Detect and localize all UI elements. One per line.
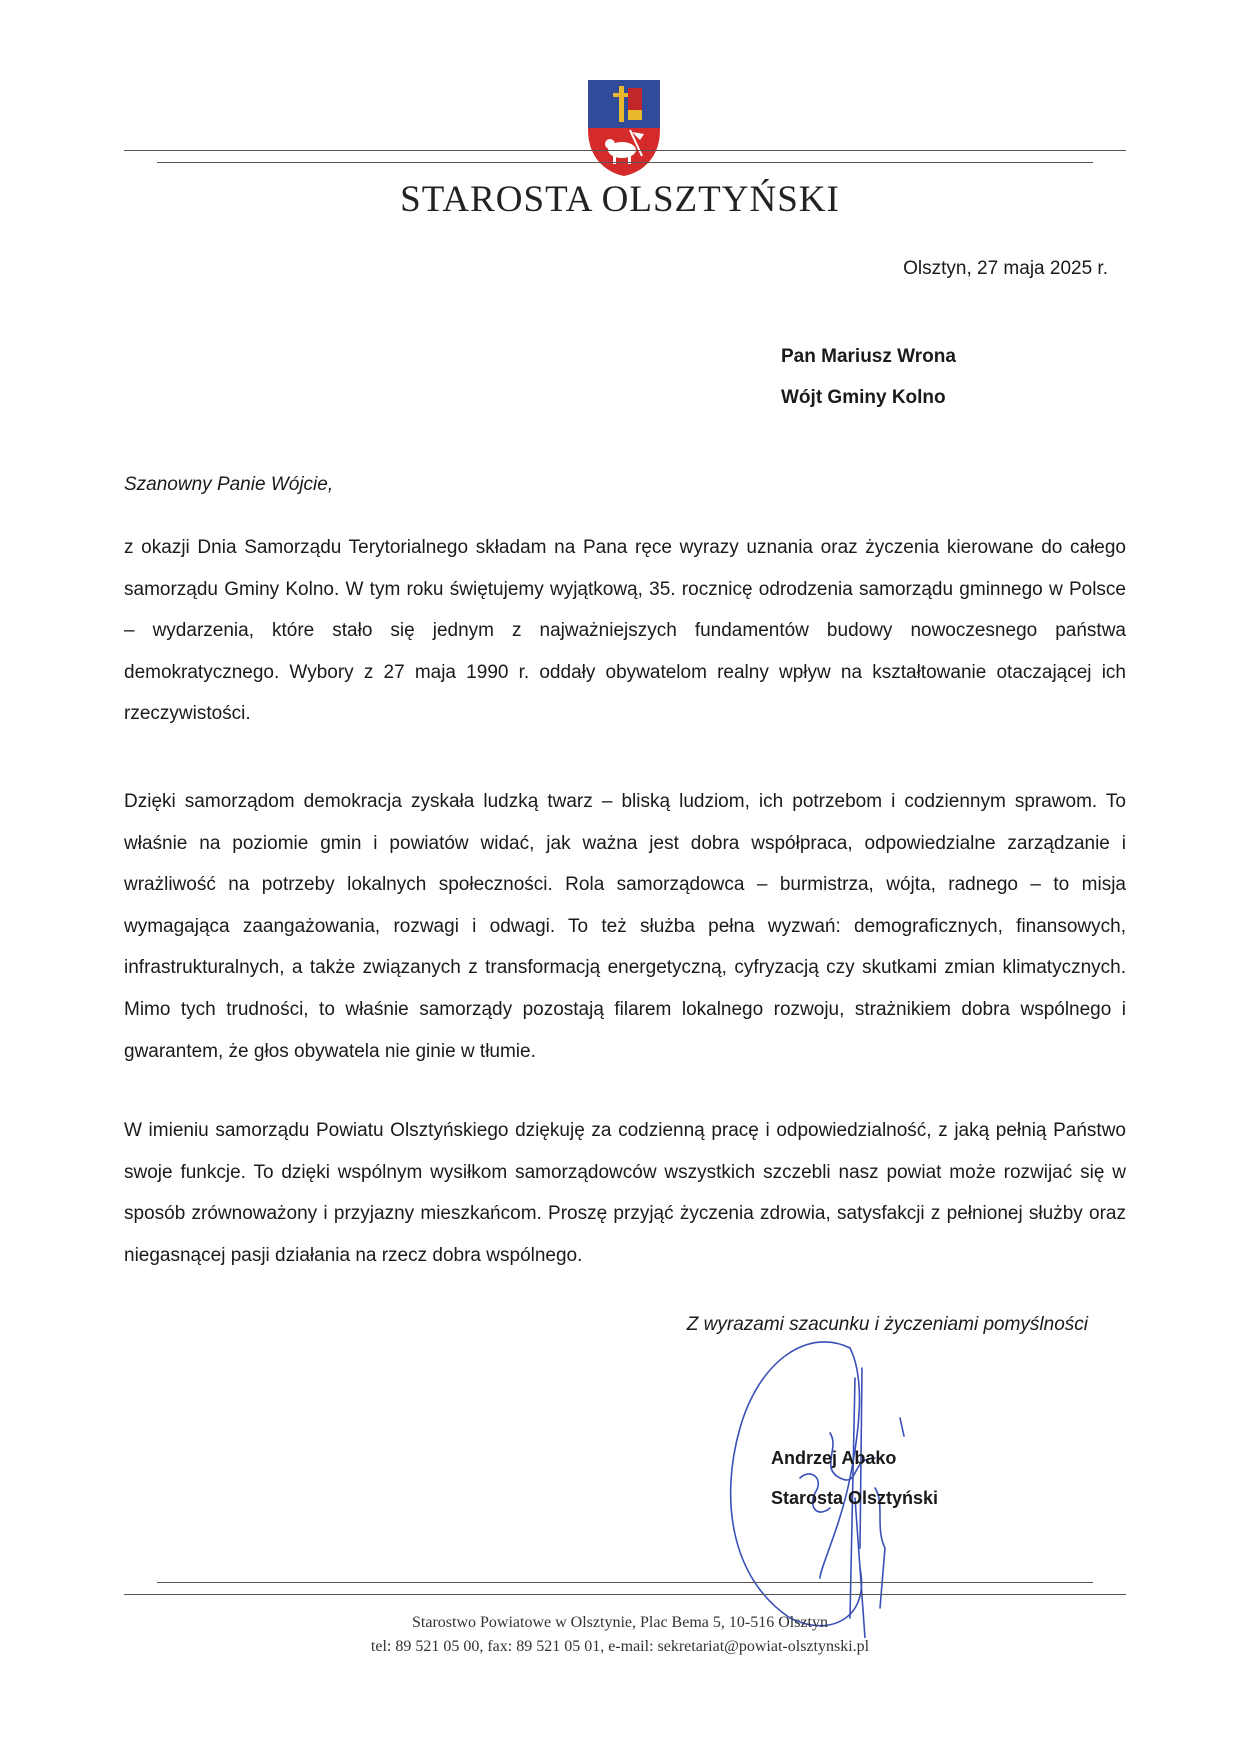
- recipient-title: Wójt Gminy Kolno: [781, 387, 946, 408]
- salutation: Szanowny Panie Wójcie,: [124, 474, 334, 495]
- coat-of-arms-icon: [586, 78, 662, 178]
- handwritten-signature-icon: [700, 1318, 960, 1638]
- header-title: STAROSTA OLSZTYŃSKI: [400, 179, 840, 220]
- paragraph-1: z okazji Dnia Samorządu Terytorialnego składam na Pana ręce wyrazy uznania oraz życzenia kierowane do całego samorządu Gminy Kolno. W tym roku świętujemy wyjątkową, 35. rocznicę odrodzenia samorządu gminnego w Polsce – wydarzenia, które stało się jednym z najważniejszych fundamentów budowy nowoczesnego państwa demokratycznego. Wybory z 27 maja 1990 r. oddały obywatelom realny wpływ na kształtowanie otaczającej ich rzeczywistości.: [124, 537, 1126, 725]
- footer-line-bottom: [124, 1594, 1126, 1595]
- paragraph-3: W imieniu samorządu Powiatu Olsztyńskiego dziękuję za codzienną pracę i odpowiedzialność, z jaką pełnią Państwo swoje funkcje. To dzięki wspólnym wysiłkom samorządowców wszystkich szczebli nasz powiat może rozwijać się w sposób zrównoważony i przyjazny mieszkańcom. Proszę przyjąć życzenia zdrowia, satysfakcji z pełnionej służby oraz niegasnącej pasji działania na rzecz dobra wspólnego.: [124, 1120, 1126, 1266]
- footer-line-top: [157, 1582, 1093, 1583]
- footer-contact: tel: 89 521 05 00, fax: 89 521 05 01, e-mail: sekretariat@powiat-olsztynski.pl: [370, 1638, 870, 1655]
- paragraph-2: Dzięki samorządom demokracja zyskała ludzką twarz – bliską ludziom, ich potrzebom i codziennym sprawom. To właśnie na poziomie gmin i powiatów widać, jak ważna jest dobra współpraca, odpowiedzialne zarządzanie i wrażliwość na potrzeby lokalnych społeczności. Rola samorządowca – burmistrza, wójta, radnego – to misja wymagająca zaangażowania, rozwagi i odwagi. To też służba pełna wyzwań: demograficznych, finansowych, infrastrukturalnych, a także związanych z transformacją energetyczną, cyfryzacją czy skutkami zmian klimatycznych. Mimo tych trudności, to właśnie samorządy pozostają filarem lokalnego rozwoju, strażnikiem dobra wspólnego i gwarantem, że głos obywatela nie ginie w tłumie.: [124, 791, 1126, 1062]
- header-line-bottom: [157, 162, 1093, 163]
- closing-phrase: Z wyrazami szacunku i życzeniami pomyślności: [686, 1314, 1088, 1335]
- recipient-name: Pan Mariusz Wrona: [781, 346, 956, 367]
- signer-title: Starosta Olsztyński: [771, 1488, 939, 1508]
- header-line-top: [124, 150, 1126, 151]
- footer-address: Starostwo Powiatowe w Olsztynie, Plac Bema 5, 10-516 Olsztyn: [412, 1614, 828, 1631]
- signer-name: Andrzej Abako: [771, 1448, 897, 1468]
- place-date: Olsztyn, 27 maja 2025 r.: [903, 258, 1108, 279]
